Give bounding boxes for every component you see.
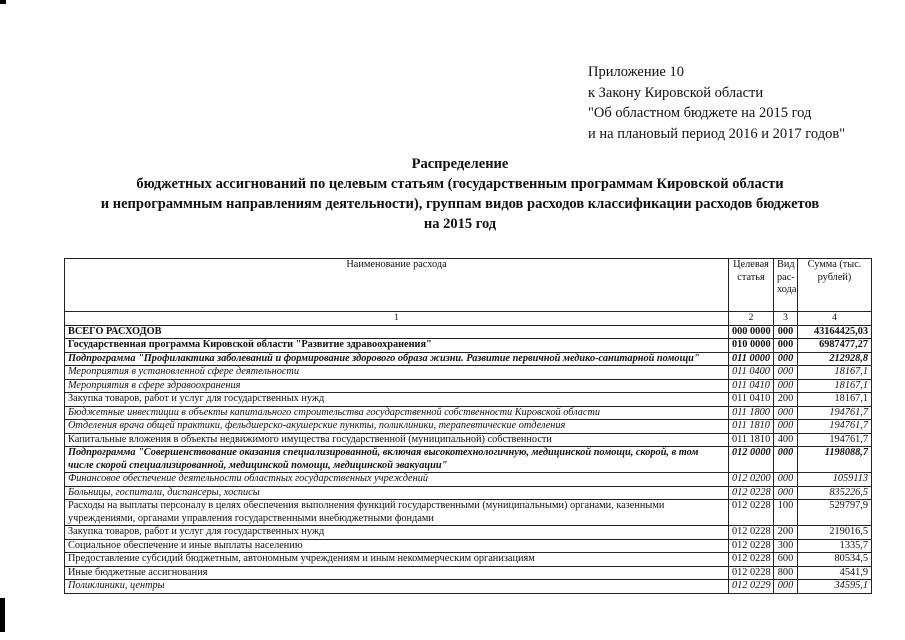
cell-type: 000 [774,420,798,434]
cell-amount: 18167,1 [798,379,872,393]
cell-name [65,447,729,473]
table-row [65,352,872,366]
cell-type: 000 [774,406,798,420]
cell-name [65,486,729,500]
cell-name-text: Подпрограмма "Совершенствование оказания специализированной, включая высокотехнологичную, медицинской помощи, скорой, в том числе скорой специализированной, медицинской помощи, медицинской эвакуации" [68,447,699,471]
table-row [65,339,872,353]
cell-amount: 18167,1 [798,366,872,380]
cell-name-text: Закупка товаров, работ и услуг для государственных нужд [68,526,325,537]
cell-amount: 529797,9 [798,500,872,526]
table-row [65,366,872,380]
title-line: Распределение [411,156,509,172]
cell-name-text: Закупка товаров, работ и услуг для государственных нужд [68,393,325,404]
cell-amount: 219016,5 [798,526,872,540]
cell-name-text: Расходы на выплаты персоналу в целях обеспечения выполнения функций государственными (муниципальными) органами, казенными учреждениями, органами управления государственными внебюджетными фондами [68,500,665,524]
title-line: и непрограммным направлениям деятельности), группам видов расходов классификации расходов бюджетов [100,196,820,212]
cell-name-text: Иные бюджетные ассигнования [68,566,208,578]
scan-edge-top [0,0,6,4]
column-number: 3 [774,312,798,326]
cell-name-text: Подпрограмма "Профилактика заболеваний и формирование здорового образа жизни. Развитие первичной медико-санитарной помощи" [68,352,700,364]
cell-amount: 194761,7 [798,433,872,447]
table-row [65,420,872,434]
cell-name [65,379,729,393]
cell-name-text: Государственная программа Кировской области "Развитие здравоохранения" [68,339,432,350]
cell-article: 011 1810 [729,433,774,447]
cell-name-text: Мероприятия в сфере здравоохранения [68,379,241,391]
column-number: 4 [798,312,872,326]
table-row [65,553,872,567]
document-title [30,154,890,234]
table-row [65,406,872,420]
cell-name [65,500,729,526]
appendix-line: "Об областном бюджете на 2015 год [588,105,812,121]
table-row [65,580,872,594]
cell-amount: 1198088,7 [798,447,872,473]
cell-name [65,420,729,434]
cell-amount: 194761,7 [798,420,872,434]
cell-type: 400 [774,433,798,447]
appendix-line: и на плановый период 2016 и 2017 годов" [588,125,846,142]
scan-edge-bottom [0,598,5,632]
cell-name [65,566,729,580]
cell-name-text: Мероприятия в установленной сфере деятельности [68,366,300,377]
cell-type: 000 [774,379,798,393]
table-row [65,393,872,407]
table-row [65,433,872,447]
budget-table [64,258,872,594]
cell-article: 012 0228 [729,539,774,553]
cell-name [65,352,729,366]
cell-type: 000 [774,473,798,487]
cell-article: 011 0410 [729,393,774,407]
table-row [65,473,872,487]
cell-type: 300 [774,539,798,553]
cell-type: 000 [774,486,798,500]
table-row [65,486,872,500]
appendix-line: к Закону Кировской области [588,84,764,101]
cell-amount: 1335,7 [798,539,872,553]
cell-name [65,580,729,594]
cell-type: 000 [774,366,798,380]
cell-name [65,473,729,487]
cell-amount: 4541,9 [798,566,872,580]
cell-article: 012 0228 [729,526,774,540]
table-row [65,539,872,553]
cell-type: 800 [774,566,798,580]
cell-amount: 6987477,27 [798,339,872,353]
cell-type: 000 [774,447,798,473]
title-line: на 2015 год [423,216,497,232]
cell-article: 012 0229 [729,580,774,594]
cell-name-text: Поликлиники, центры [68,580,165,591]
table-row [65,447,872,473]
cell-name [65,539,729,553]
header-type: Вид рас-хода [774,259,798,312]
cell-type: 000 [774,339,798,353]
cell-article: 011 0400 [729,366,774,380]
appendix-note [588,62,845,144]
cell-article: 011 1800 [729,406,774,420]
cell-type: 100 [774,500,798,526]
appendix-line: Приложение 10 [588,64,684,80]
cell-name-text: Больницы, госпитали, диспансеры, хосписы [68,486,260,498]
cell-article: 012 0228 [729,500,774,526]
cell-name [65,366,729,380]
table-row [65,379,872,393]
cell-name-text: Социальное обеспечение и иные выплаты населению [68,539,303,551]
cell-article: 011 0000 [729,352,774,366]
cell-amount: 212928,8 [798,352,872,366]
header-article: Целевая статья [729,259,774,312]
cell-amount: 1059113 [798,473,872,487]
cell-article: 012 0228 [729,553,774,567]
cell-amount: 194761,7 [798,406,872,420]
cell-article: 010 0000 [729,339,774,353]
cell-amount: 43164425,03 [798,325,872,339]
cell-amount: 34595,1 [798,580,872,594]
table-row [65,566,872,580]
cell-article: 011 0410 [729,379,774,393]
cell-name-text: Финансовое обеспечение деятельности областных государственных учреждений [68,473,429,484]
cell-name [65,325,729,339]
cell-type: 000 [774,325,798,339]
cell-name [65,406,729,420]
cell-name [65,433,729,447]
table-row [65,526,872,540]
cell-name-text: Бюджетные инвестиции в объекты капитального строительства государственной собственности Кировской области [68,406,601,418]
table-row [65,325,872,339]
cell-type: 600 [774,553,798,567]
title-line: бюджетных ассигнований по целевым статьям (государственным программам Кировской области [136,176,784,192]
cell-type: 200 [774,393,798,407]
cell-amount: 80534,5 [798,553,872,567]
cell-article: 012 0228 [729,566,774,580]
cell-article: 012 0228 [729,486,774,500]
cell-name-text: ВСЕГО РАСХОДОВ [68,325,162,337]
header-amount: Сумма (тыс. рублей) [798,259,872,312]
cell-article: 012 0200 [729,473,774,487]
table-row [65,500,872,526]
cell-name [65,526,729,540]
column-number-row [65,312,872,326]
cell-type: 000 [774,580,798,594]
cell-article: 000 0000 [729,325,774,339]
cell-type: 000 [774,352,798,366]
header-name: Наименование расхода [65,259,729,312]
cell-article: 011 1810 [729,420,774,434]
cell-name-text: Предоставление субсидий бюджетным, автономным учреждениям и иным некоммерческим организациям [68,553,535,564]
cell-type: 200 [774,526,798,540]
cell-name [65,553,729,567]
table-header-row [65,259,872,312]
cell-amount: 18167,1 [798,393,872,407]
column-number: 2 [729,312,774,326]
cell-article: 012 0000 [729,447,774,473]
cell-name [65,339,729,353]
cell-name [65,393,729,407]
cell-name-text: Капитальные вложения в объекты недвижимого имущества государственной (муниципальной) собственности [68,433,552,445]
cell-amount: 835226,5 [798,486,872,500]
column-number: 1 [65,312,729,326]
cell-name-text: Отделения врача общей практики, фельдшерско-акушерские пункты, поликлиники, терапевтические отделения [68,420,566,431]
